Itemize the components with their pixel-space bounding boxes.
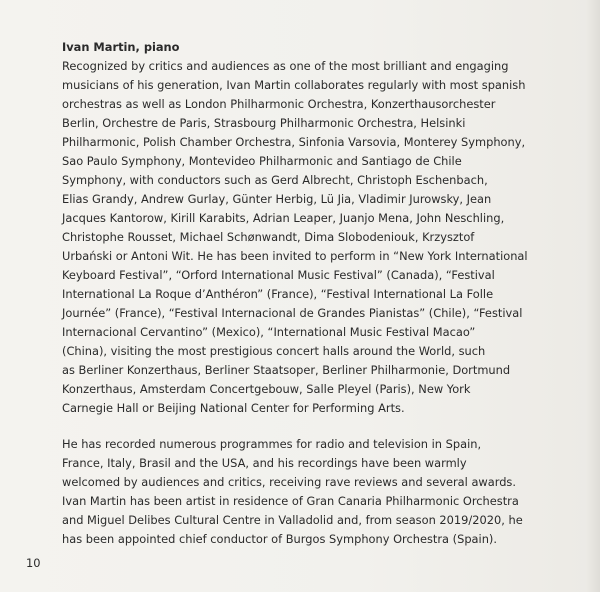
text-line: International La Roque d’Anthéron” (France), “Festival International La Folle — [62, 287, 494, 301]
text-line: welcomed by audiences and critics, receiving rave reviews and several awards. — [62, 475, 516, 489]
text-line: has been appointed chief conductor of Burgos Symphony Orchestra (Spain). — [62, 532, 497, 546]
text-line: (China), visiting the most prestigious concert halls around the World, such — [62, 344, 486, 358]
text-line: and Miguel Delibes Cultural Centre in Valladolid and, from season 2019/2020, he — [62, 513, 523, 527]
text-line: musicians of his generation, Ivan Martin collaborates regularly with most spanish — [62, 78, 526, 92]
text-line: Philharmonic, Polish Chamber Orchestra, Sinfonia Varsovia, Monterey Symphony, — [62, 135, 526, 149]
biography-section — [62, 38, 562, 549]
text-line: orchestras as well as London Philharmonic Orchestra, Konzerthausorchester — [62, 97, 496, 111]
page-number: 10 — [26, 556, 41, 570]
text-line: Berlin, Orchestre de Paris, Strasbourg Philharmonic Orchestra, Helsinki — [62, 116, 466, 130]
text-line: Christophe Rousset, Michael Schønwandt, Dima Slobodeniouk, Krzysztof — [62, 230, 475, 244]
paragraph-spacer — [62, 418, 562, 435]
text-line: Urbański or Antoni Wit. He has been invited to perform in “New York International — [62, 249, 528, 263]
biography-paragraph-2 — [62, 435, 562, 549]
text-line: Sao Paulo Symphony, Montevideo Philharmonic and Santiago de Chile — [62, 154, 462, 168]
text-line: France, Italy, Brasil and the USA, and his recordings have been warmly — [62, 456, 467, 470]
text-line: Ivan Martin has been artist in residence of Gran Canaria Philharmonic Orchestra — [62, 494, 519, 508]
page-edge-shadow — [586, 0, 600, 592]
text-line: Symphony, with conductors such as Gerd Albrecht, Christoph Eschenbach, — [62, 173, 488, 187]
biography-heading: Ivan Martin, piano — [62, 40, 180, 54]
text-line: Elias Grandy, Andrew Gurlay, Günter Herbig, Lü Jia, Vladimir Jurowsky, Jean — [62, 192, 492, 206]
text-line: Internacional Cervantino” (Mexico), “International Music Festival Macao” — [62, 325, 476, 339]
text-line: Jacques Kantorow, Kirill Karabits, Adrian Leaper, Juanjo Mena, John Neschling, — [62, 211, 505, 225]
biography-paragraph-1 — [62, 57, 562, 418]
text-line: He has recorded numerous programmes for radio and television in Spain, — [62, 437, 482, 451]
text-line: Carnegie Hall or Beijing National Center for Performing Arts. — [62, 401, 405, 415]
text-line: Keyboard Festival”, “Orford International Music Festival” (Canada), “Festival — [62, 268, 495, 282]
text-line: Journée” (France), “Festival Internacional de Grandes Pianistas” (Chile), “Festival — [62, 306, 523, 320]
text-line: Konzerthaus, Amsterdam Concertgebouw, Salle Pleyel (Paris), New York — [62, 382, 471, 396]
text-line: as Berliner Konzerthaus, Berliner Staatsoper, Berliner Philharmonie, Dortmund — [62, 363, 511, 377]
text-line: Recognized by critics and audiences as one of the most brilliant and engaging — [62, 59, 509, 73]
